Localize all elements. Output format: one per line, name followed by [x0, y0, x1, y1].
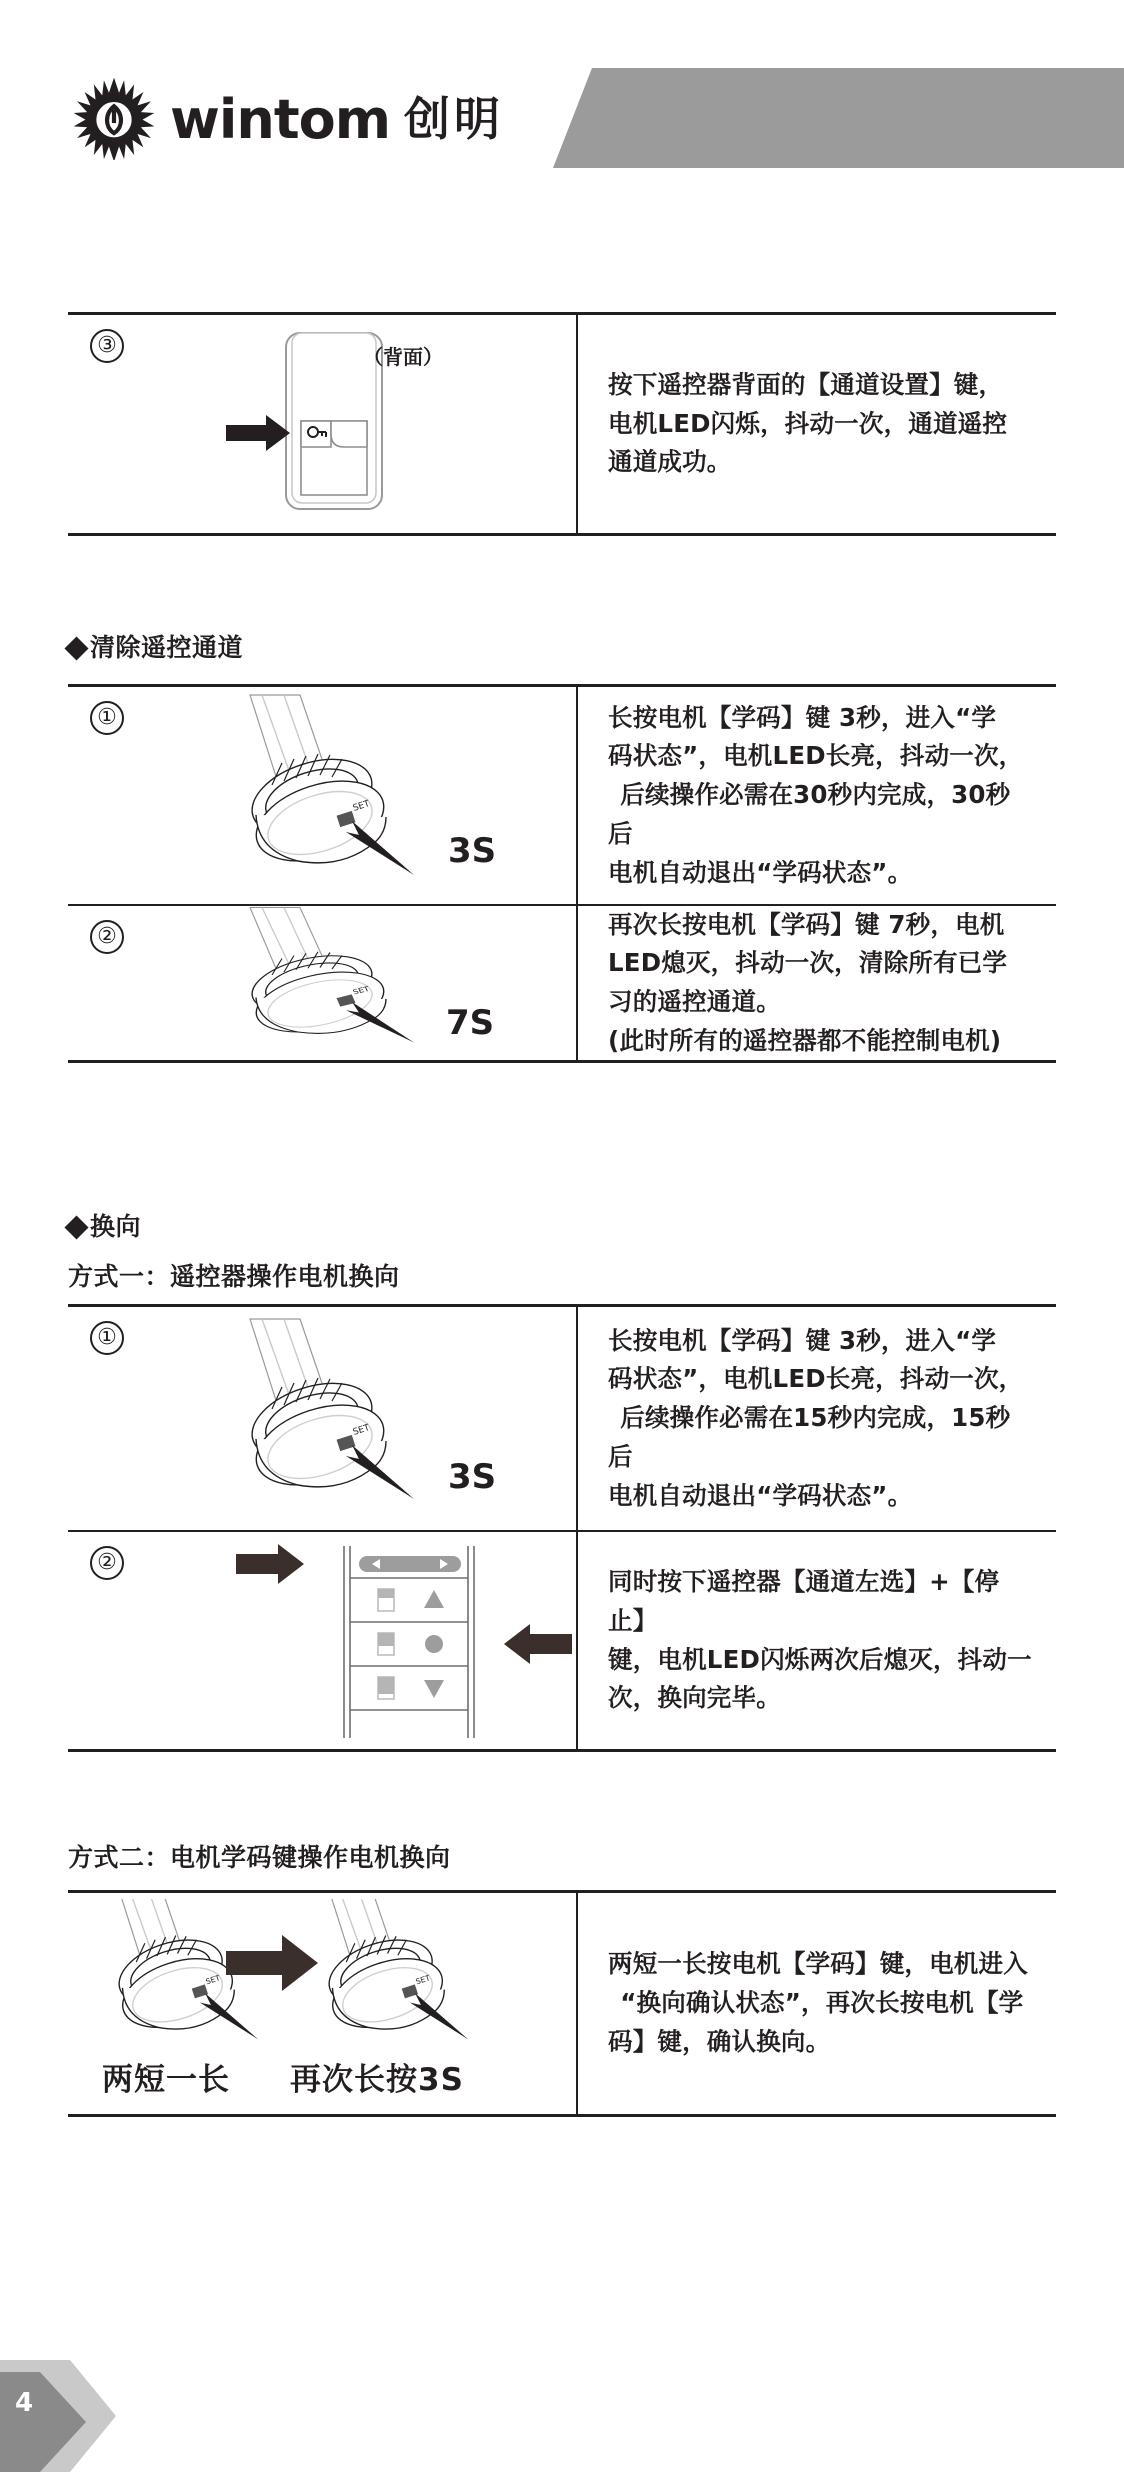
- instruction-line: 后续操作必需在15秒内完成，15秒后: [608, 1403, 1011, 1471]
- motor-head-figure: [188, 906, 458, 1056]
- text-cell: [578, 906, 1056, 1060]
- table-row: [68, 1532, 1056, 1749]
- svg-text:SET: SET: [351, 799, 372, 814]
- page-number: 4: [15, 2388, 34, 2418]
- figure-caption-left: 两短一长: [102, 2062, 230, 2098]
- step-number: ③: [90, 329, 124, 363]
- instruction-text: [608, 699, 1032, 893]
- instruction-line: 两短一长按电机【学码】键，电机进入: [608, 1949, 1028, 1979]
- instruction-line: 习的遥控通道。: [608, 987, 781, 1016]
- instruction-line: 码】键，确认换向。: [608, 2026, 831, 2056]
- figure-caption-duration: 7S: [446, 1003, 495, 1043]
- motor-head-figure: [188, 693, 458, 893]
- table-clear-channel: [68, 684, 1056, 1063]
- table-row: [68, 1893, 1056, 2114]
- text-cell: [578, 687, 1056, 904]
- step-number: ②: [90, 1546, 124, 1580]
- instruction-line: 后续操作必需在30秒内完成，30秒后: [608, 780, 1011, 848]
- instruction-text: [608, 366, 1032, 482]
- figure-caption-duration: 3S: [448, 1457, 497, 1497]
- brand-latin-text: wintom: [170, 88, 391, 151]
- diamond-bullet-icon: [64, 636, 88, 660]
- section-heading-reverse: [68, 1207, 141, 1243]
- instruction-line: 通道成功。: [608, 447, 732, 477]
- instruction-line: 同时按下遥控器【通道左选】+【停止】: [608, 1567, 1000, 1635]
- text-cell: [578, 1532, 1056, 1749]
- table-row: [68, 315, 1056, 533]
- table-row: [68, 687, 1056, 906]
- up-button: [378, 1589, 444, 1611]
- figure-caption-right: 再次长按3S: [290, 2062, 464, 2098]
- section-heading-label: 换向: [90, 1212, 142, 1241]
- figure-cell: [68, 1532, 578, 1749]
- text-cell: [578, 1307, 1056, 1530]
- text-cell: [578, 315, 1056, 533]
- motor-head-figure: [188, 1317, 458, 1517]
- svg-text:SET: SET: [414, 1973, 432, 1987]
- text-cell: [578, 1893, 1056, 2114]
- table-channel-setting: [68, 312, 1056, 536]
- step-number: ①: [90, 1321, 124, 1355]
- instruction-line: 再次长按电机【学码】键 7秒，电机: [608, 909, 1005, 939]
- section-heading-label: 清除遥控通道: [90, 633, 244, 662]
- instruction-line: 长按电机【学码】键 3秒，进入“学: [608, 1325, 997, 1355]
- svg-text:SET: SET: [351, 1423, 372, 1438]
- page-footer-marker: [0, 2360, 300, 2482]
- instruction-line: 码状态”，电机LED长亮，抖动一次，: [608, 741, 1024, 771]
- brand-logo: [72, 68, 504, 168]
- table-row: [68, 906, 1056, 1060]
- figure-cell: [68, 1893, 578, 2114]
- section-heading-clear-channel: [68, 628, 243, 664]
- instruction-text: [608, 906, 1032, 1061]
- step-number: ①: [90, 701, 124, 735]
- figure-cell: [68, 687, 578, 904]
- instruction-line: “换向确认状态”，再次长按电机【学: [620, 1988, 1024, 2018]
- instruction-line: 长按电机【学码】键 3秒，进入“学: [608, 702, 997, 732]
- instruction-text: [608, 1563, 1032, 1718]
- instruction-line: 电机LED闪烁，抖动一次，通道遥控: [608, 408, 1008, 438]
- subsection-heading-method-one: 方式一：遥控器操作电机换向: [68, 1262, 400, 1291]
- figure-cell: [68, 1307, 578, 1530]
- arrow-right-icon: [226, 415, 290, 451]
- diamond-bullet-icon: [64, 1215, 88, 1239]
- instruction-line: 次，换向完毕。: [608, 1683, 781, 1713]
- table-row: [68, 1307, 1056, 1532]
- figure-cell: [68, 315, 578, 533]
- figure-label-back-side: （背面）: [363, 345, 443, 369]
- step-number: ②: [90, 920, 124, 954]
- table-reverse-method-one: [68, 1304, 1056, 1752]
- instruction-line: 按下遥控器背面的【通道设置】键，: [608, 369, 1004, 399]
- down-button: [378, 1677, 444, 1699]
- remote-front-view-figure: [228, 1542, 588, 1742]
- motor-head-pair-figure: [74, 1899, 574, 2069]
- svg-text:SET: SET: [351, 984, 371, 997]
- instruction-line: 码状态”，电机LED长亮，抖动一次，: [608, 1364, 1024, 1394]
- instruction-text: [608, 1322, 1032, 1516]
- arrow-left-icon: [504, 1624, 572, 1664]
- page-header: [0, 0, 1124, 175]
- instruction-line: LED熄灭，抖动一次，清除所有已学: [608, 948, 1008, 978]
- channel-slider: [359, 1556, 461, 1572]
- figure-caption-duration: 3S: [448, 831, 497, 871]
- instruction-line: 键，电机LED闪烁两次后熄灭，抖动一: [608, 1644, 1032, 1674]
- sun-power-icon: [72, 76, 156, 160]
- svg-text:SET: SET: [204, 1973, 222, 1987]
- instruction-line: 电机自动退出“学码状态”。: [608, 1480, 913, 1510]
- instruction-line: (此时所有的遥控器都不能控制电机): [608, 1025, 1002, 1055]
- instruction-line: 电机自动退出“学码状态”。: [608, 857, 913, 887]
- arrow-right-icon: [236, 1544, 304, 1584]
- brand-chinese-text: 创明: [404, 92, 505, 146]
- table-reverse-method-two: [68, 1890, 1056, 2117]
- subsection-heading-method-two: 方式二：电机学码键操作电机换向: [68, 1843, 451, 1872]
- instruction-text: [608, 1945, 1032, 2061]
- figure-cell: [68, 906, 578, 1060]
- arrow-right-icon: [226, 1935, 318, 1991]
- stop-button: [378, 1633, 443, 1655]
